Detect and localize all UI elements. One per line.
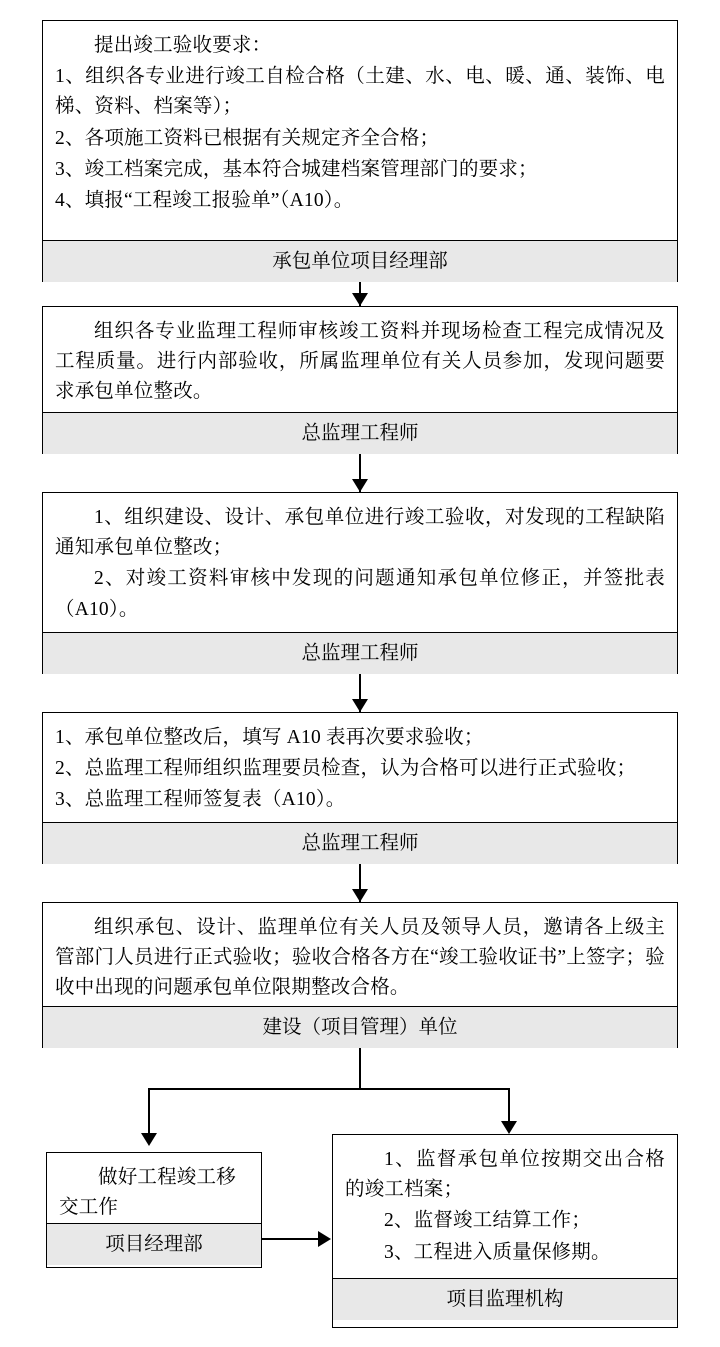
- flow-node-1-line-1: 提出竣工验收要求：: [94, 35, 272, 56]
- flow-node-4: [42, 712, 678, 864]
- flow-node-5-role: 建设（项目管理）单位: [43, 1006, 677, 1048]
- flow-node-7: [332, 1134, 678, 1328]
- connector-4-5-arrow: [352, 889, 368, 902]
- flow-node-7-line-2: 2、监督竣工结算工作；: [384, 1210, 591, 1232]
- connector-3-4-arrow: [352, 699, 368, 712]
- flow-node-5-line-1: 组织承包、设计、监理单位有关人员及领导人员，邀请各上级主管部门人员进行正式验收；验收合格各方在“竣工验收证书”上签字；验收中出现的问题承包单位限期整改合格。: [55, 917, 665, 999]
- flow-node-6: [46, 1152, 262, 1268]
- flow-node-1-role: 承包单位项目经理部: [43, 240, 677, 282]
- flow-node-3-body: [43, 493, 677, 632]
- flow-node-2: [42, 306, 678, 454]
- flow-node-5: [42, 902, 678, 1048]
- flow-node-4-line-2: 2、总监理工程师组织监理要员检查，认为合格可以进行正式验收；: [55, 758, 637, 780]
- flow-node-1-line-5: 4、填报“工程竣工报验单”（A10）。: [55, 190, 354, 212]
- flow-node-6-role: 项目经理部: [47, 1223, 261, 1265]
- flow-node-7-role: 项目监理机构: [333, 1278, 677, 1320]
- flow-node-3-line-2: 2、对竣工资料审核中发现的问题通知承包单位修正，并签批表（A10）。: [55, 568, 665, 620]
- flow-node-4-line-3: 3、总监理工程师签复表（A10）。: [55, 789, 346, 811]
- flow-node-2-line-1: 组织各专业监理工程师审核竣工资料并现场检查工程完成情况及工程质量。进行内部验收，所属监理单位有关人员参加，发现问题要求承包单位整改。: [55, 321, 665, 403]
- flow-node-6-body: [47, 1153, 261, 1223]
- flow-node-7-body: [333, 1135, 677, 1278]
- flow-node-1-line-4: 3、竣工档案完成，基本符合城建档案管理部门的要求；: [55, 158, 538, 180]
- flow-node-3-role: 总监理工程师: [43, 632, 677, 674]
- flow-node-2-role: 总监理工程师: [43, 412, 677, 454]
- branch-stem-line: [359, 1048, 361, 1090]
- connector-2-3-arrow: [352, 479, 368, 492]
- flow-node-4-body: [43, 713, 677, 822]
- flow-node-7-line-3: 3、工程进入质量保修期。: [384, 1241, 611, 1263]
- connector-1-2-arrow: [352, 293, 368, 306]
- flow-node-1-body: [43, 21, 677, 240]
- branch-left-arrow: [141, 1133, 157, 1146]
- flow-node-2-body: [43, 307, 677, 412]
- flow-node-4-line-1: 1、承包单位整改后，填写 A10 表再次要求验收；: [55, 727, 484, 748]
- flow-node-3-line-1: 1、组织建设、设计、承包单位进行竣工验收，对发现的工程缺陷通知承包单位整改；: [55, 507, 665, 559]
- flow-node-7-line-1: 1、监督承包单位按期交出合格的竣工档案；: [345, 1149, 665, 1201]
- connector-6-7-arrow: [318, 1231, 331, 1247]
- flow-node-6-line-1: 做好工程竣工移交工作: [59, 1167, 236, 1219]
- branch-right-arrow: [501, 1121, 517, 1134]
- branch-horizontal-line: [148, 1088, 510, 1090]
- flow-node-1-line-3: 2、各项施工资料已根据有关规定齐全合格；: [55, 127, 440, 149]
- flow-node-4-role: 总监理工程师: [43, 822, 677, 864]
- flow-node-3: [42, 492, 678, 674]
- connector-6-7-line: [262, 1238, 324, 1240]
- flow-node-1: [42, 20, 678, 282]
- flow-node-5-body: [43, 903, 677, 1006]
- flow-node-1-line-2: 1、组织各专业进行竣工自检合格（土建、水、电、暖、通、装饰、电梯、资料、档案等）；: [55, 66, 665, 118]
